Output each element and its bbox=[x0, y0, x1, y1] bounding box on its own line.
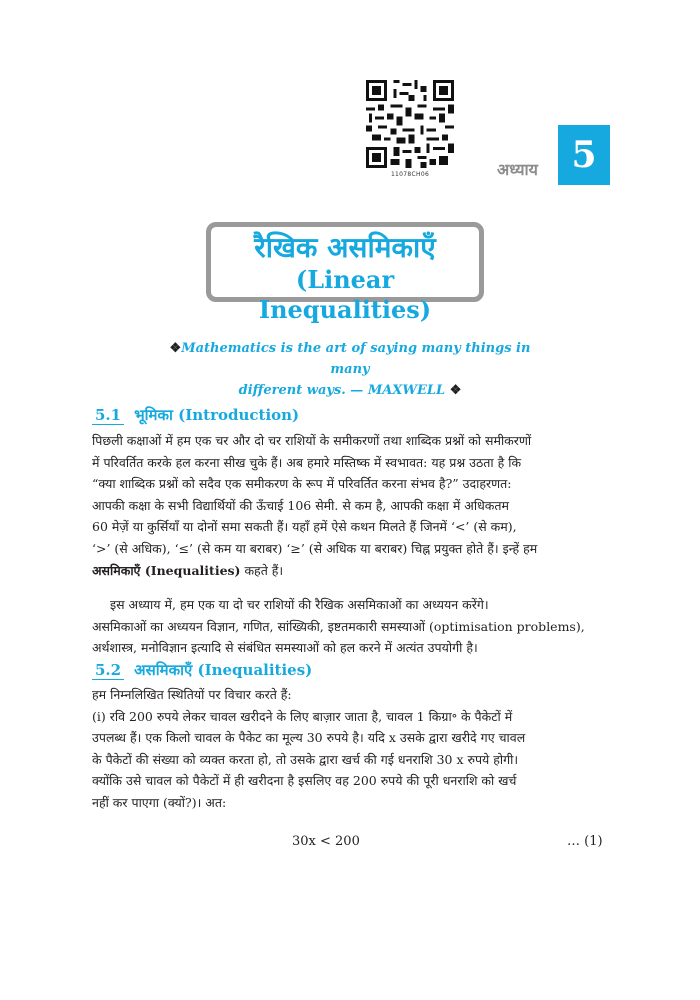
text-line: ‘>’ (से अधिक), ‘≤’ (से कम या बराबर) ‘≥’ (से अधिक या बराबर) चिह्न प्रयुक्त होते हैं। इन्हें हम bbox=[92, 540, 538, 556]
section-number: 5.2 bbox=[92, 661, 124, 680]
section-title: असमिकाएँ (Inequalities) bbox=[134, 661, 313, 679]
quote-line-1: Mathematics is the art of saying many things in many bbox=[181, 341, 531, 377]
chapter-title-box bbox=[206, 222, 484, 324]
equation-number: … (1) bbox=[567, 834, 603, 849]
text-line: के पैकेटों की संख्या को व्यक्त करता हो, तो उसके द्वारा खर्च की गई धनराशि 30 x रुपये होगी। bbox=[92, 751, 519, 767]
text-line: आपकी कक्षा के सभी विद्यार्थियों की ऊँचाई 106 सेमी. से कम है, आपकी कक्षा में अधिकतम bbox=[92, 497, 509, 513]
text-line bbox=[92, 560, 612, 582]
section-heading-inequalities bbox=[92, 660, 312, 680]
text-line: अर्थशास्त्र, मनोविज्ञान इत्यादि से संबंधित समस्याओं को हल करने में अत्यंत उपयोगी है। bbox=[92, 640, 478, 656]
text-line: नहीं कर पाएगा (क्यों?)। अत: bbox=[92, 794, 227, 810]
quote-bullet-icon: ❖ bbox=[169, 341, 182, 356]
text-line: में परिवर्तित करके हल करना सीख चुके हैं। अब हमारे मस्तिष्क में स्वभावत: यह प्रश्न उठता है कि bbox=[92, 454, 522, 470]
section-heading-intro bbox=[92, 405, 299, 425]
text-line: (i) रवि 200 रुपये लेकर चावल खरीदने के लिए बाज़ार जाता है, चावल 1 किग्रा॰ के पैकेटों में bbox=[92, 708, 513, 724]
text-line: पिछली कक्षाओं में हम एक चर और दो चर राशियों के समीकरणों तथा शाब्दिक प्रश्नों को समीकरणों bbox=[92, 433, 532, 448]
scope-paragraph bbox=[92, 594, 612, 659]
quote-line-2: different ways. — MAXWELL bbox=[238, 383, 446, 398]
situation-paragraph bbox=[92, 684, 612, 814]
intro-paragraph bbox=[92, 430, 612, 581]
section-number: 5.1 bbox=[92, 406, 124, 425]
qr-code-image bbox=[366, 80, 454, 168]
chapter-label: अध्याय bbox=[497, 160, 538, 179]
text-line: इस अध्याय में, हम एक या दो चर राशियों की रैखिक असमिकाओं का अध्ययन करेंगे। bbox=[110, 597, 489, 612]
text-line: हम निम्नलिखित स्थितियों पर विचार करते हैं: bbox=[92, 687, 292, 702]
text-fragment: कहते हैं। bbox=[240, 562, 284, 578]
qr-code-label: 11078CH06 bbox=[390, 171, 430, 178]
chapter-title-hindi: रैखिक असमिकाएँ bbox=[254, 231, 436, 264]
section-title: भूमिका (Introduction) bbox=[134, 406, 300, 424]
chapter-number: 5 bbox=[558, 125, 610, 185]
text-line: क्योंकि उसे चावल को पैकेटों में ही खरीदना है इसलिए वह 200 रुपये की पूरी धनराशि को खर्च bbox=[92, 773, 517, 789]
text-line: उपलब्ध हैं। एक किलो चावल के पैकेट का मूल्य 30 रुपये है। यदि x उसके द्वारा खरीदे गए चावल bbox=[92, 730, 526, 746]
text-line: “क्या शाब्दिक प्रश्नों को सदैव एक समीकरण के रूप में परिवर्तित करना संभव है?” उदाहरणत: bbox=[92, 476, 512, 492]
bold-term: असमिकाएँ (Inequalities) bbox=[92, 562, 241, 578]
text-line: 60 मेज़ें या कुर्सियाँ या दोनों समा सकती हैं। यहाँ हमें ऐसे कथन मिलते हैं जिनमें ‘<’ (से कम), bbox=[92, 519, 517, 535]
quote-end-bullet-icon: ❖ bbox=[449, 383, 462, 398]
epigraph-quote bbox=[150, 338, 550, 401]
text-line: असमिकाओं का अध्ययन विज्ञान, गणित, सांख्यिकी, इष्टतमकारी समस्याओं (optimisation problems), bbox=[92, 618, 585, 634]
equation: 30x < 200 bbox=[292, 834, 360, 849]
chapter-title-english: (Linear Inequalities) bbox=[258, 265, 432, 324]
